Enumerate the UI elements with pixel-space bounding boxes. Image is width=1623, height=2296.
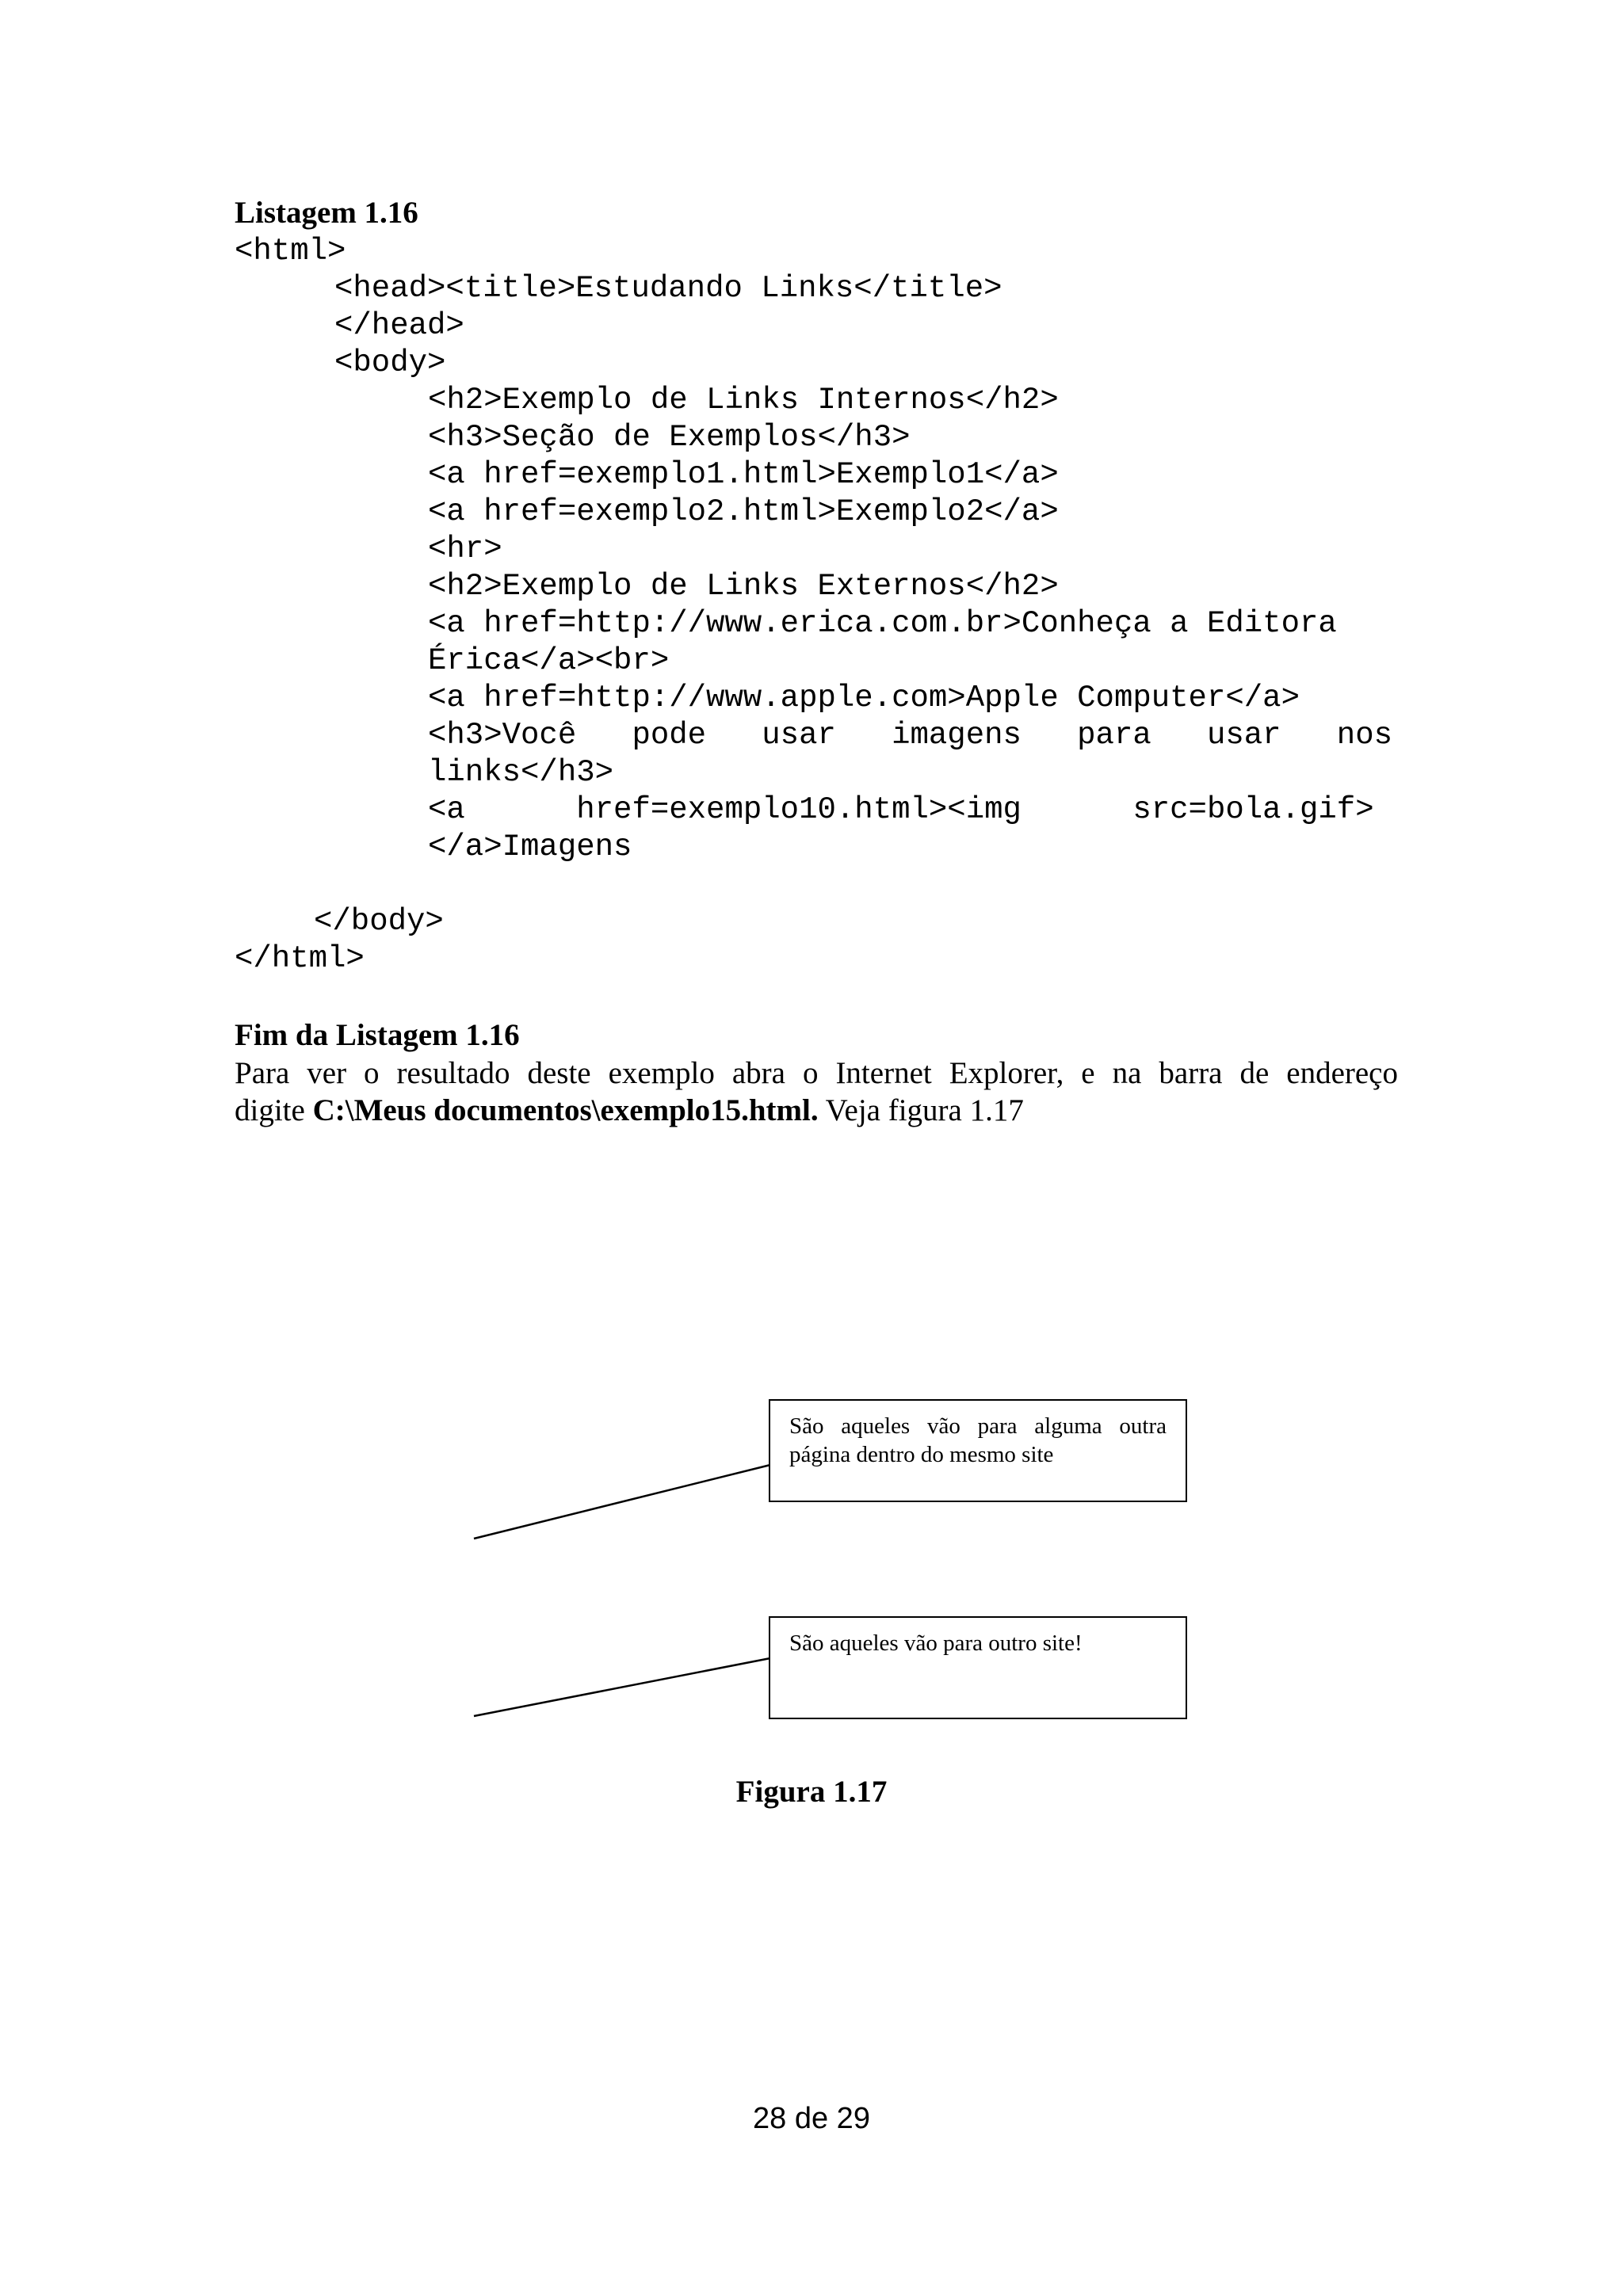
code-line: <head><title>Estudando Links</title>	[334, 271, 1002, 306]
leader-line-internal	[474, 1465, 770, 1539]
code-line: Érica</a><br>	[428, 643, 670, 678]
code-line: <a href=http://www.apple.com>Apple Computer</a>	[428, 681, 1300, 715]
code-line: <a href=exemplo10.html><img src=bola.gif>	[428, 792, 1374, 827]
code-line: <h2>Exemplo de Links Internos</h2>	[428, 383, 1059, 418]
paragraph-suffix: Veja figura 1.17	[818, 1093, 1024, 1127]
code-line: </body>	[314, 904, 444, 939]
paragraph-line: Para ver o resultado deste exemplo abra o Internet Explorer, e na barra de endereço	[235, 1056, 1398, 1090]
page-number: 28 de 29	[753, 2102, 870, 2135]
callout-external-links	[769, 1616, 1187, 1719]
code-line: <h2>Exemplo de Links Externos</h2>	[428, 569, 1059, 604]
code-line: links</h3>	[428, 755, 614, 790]
listing-title: Listagem 1.16	[235, 196, 418, 230]
code-line: </head>	[334, 308, 464, 343]
code-line: <hr>	[428, 532, 502, 566]
paragraph-prefix: digite	[235, 1093, 313, 1127]
figure-caption: Figura 1.17	[735, 1775, 888, 1809]
code-line: <a href=exemplo1.html>Exemplo1</a>	[428, 457, 1059, 492]
leader-line-external	[474, 1658, 770, 1716]
code-line: </a>Imagens	[428, 830, 632, 864]
code-line: </html>	[235, 941, 365, 976]
callout-internal-links	[769, 1399, 1187, 1502]
file-path: C:\Meus documentos\exemplo15.html.	[312, 1093, 819, 1127]
code-line: <html>	[235, 234, 346, 269]
code-line: <h3>Você pode usar imagens para usar nos	[428, 718, 1392, 753]
callout-text: página dentro do mesmo site	[789, 1442, 1054, 1467]
listing-end-title: Fim da Listagem 1.16	[235, 1018, 520, 1052]
code-line: <h3>Seção de Exemplos</h3>	[428, 420, 911, 455]
code-line: <a href=exemplo2.html>Exemplo2</a>	[428, 494, 1059, 529]
callout-text: São aqueles vão para outro site!	[789, 1630, 1083, 1656]
code-line: <body>	[334, 345, 446, 380]
callout-text: São aqueles vão para alguma outra	[789, 1413, 1167, 1439]
code-line: <a href=http://www.erica.com.br>Conheça a Editora	[428, 606, 1337, 641]
